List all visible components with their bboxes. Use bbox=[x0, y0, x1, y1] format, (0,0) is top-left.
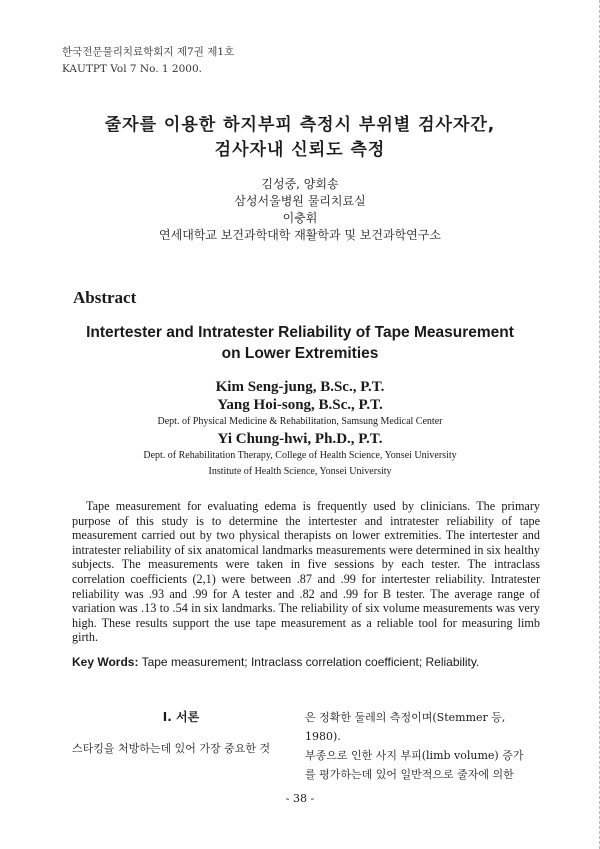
korean-title-line-1: 줄자를 이용한 하지부피 측정시 부위별 검사자간, bbox=[104, 115, 496, 135]
body-left-column bbox=[72, 708, 290, 758]
section-heading-introduction: Ⅰ. 서론 bbox=[162, 710, 200, 724]
korean-authors bbox=[0, 176, 600, 244]
korean-affiliation-2: 연세대학교 보건과학대학 재활학과 및 보건과학연구소 bbox=[159, 228, 441, 242]
affiliation-samsung: Dept. of Physical Medicine & Rehabilitation, Samsung Medical Center bbox=[157, 416, 443, 427]
korean-title bbox=[0, 113, 600, 163]
korean-affiliation-1: 삼성서울병원 물리치료실 bbox=[234, 194, 366, 208]
affiliation-yonsei-dept: Dept. of Rehabilitation Therapy, College of Health Science, Yonsei University bbox=[143, 450, 457, 461]
body-left-line-1: 스타킹을 처방하는데 있어 가장 중요한 것 bbox=[72, 742, 271, 755]
korean-authors-2: 이충휘 bbox=[282, 211, 318, 225]
author-yi: Yi Chung-hwi, Ph.D., P.T. bbox=[217, 431, 383, 447]
english-title-line-2: on Lower Extremities bbox=[221, 345, 379, 362]
body-right-line-3: 를 평가하는데 있어 일반적으로 줄자에 의한 bbox=[305, 768, 514, 781]
page-number: - 38 - bbox=[285, 792, 315, 805]
body-right-column bbox=[305, 708, 535, 784]
english-title-line-1: Intertester and Intratester Reliability of Tape Measurement bbox=[86, 324, 514, 341]
keywords-text: Tape measurement; Intraclass correlation coefficient; Reliability. bbox=[138, 655, 480, 669]
korean-title-line-2: 검사자내 신뢰도 측정 bbox=[214, 140, 386, 160]
keywords bbox=[72, 655, 479, 669]
journal-header bbox=[62, 44, 234, 78]
abstract-heading: Abstract bbox=[73, 288, 137, 307]
body-right-line-2: 부종으로 인한 사지 부피(limb volume) 증가 bbox=[305, 749, 524, 762]
journal-volume-line: KAUTPT Vol 7 No. 1 2000. bbox=[62, 63, 202, 75]
author-kim: Kim Seng-jung, B.Sc., P.T. bbox=[215, 379, 385, 395]
journal-korean-line: 한국전문물리치료학회지 제7권 제1호 bbox=[62, 46, 235, 58]
affiliation-yonsei-institute: Institute of Health Science, Yonsei University bbox=[208, 466, 392, 477]
author-yang: Yang Hoi-song, B.Sc., P.T. bbox=[217, 397, 383, 413]
english-title bbox=[0, 322, 600, 364]
abstract-body: Tape measurement for evaluating edema is frequently used by clinicians. The primary purpose of this study is to determine the intertester and intratester reliability of tape measurement carried out by two physical therapists on lower extremities. The intertester and intratester reliability of six anatomical landmarks measurements were determined in six healthy subjects. The measurements were taken in five sessions by each tester. The intraclass correlation coefficients (2,1) were between .87 and .99 for intertester reliability. Intratester reliability was .93 and .99 for A tester and .82 and .99 for B tester. The average range of variation was .13 to .54 in six landmarks. The reliability of six volume measurements was very high. These results support the use tape measurement as a reliable tool for measuring limb girth. bbox=[72, 499, 540, 645]
body-right-line-1: 은 정확한 둘레의 측정이며(Stemmer 등, 1980). bbox=[305, 711, 506, 743]
english-authors bbox=[0, 378, 600, 480]
keywords-label: Key Words: bbox=[72, 655, 139, 669]
korean-authors-1: 김성중, 양회송 bbox=[261, 177, 339, 191]
